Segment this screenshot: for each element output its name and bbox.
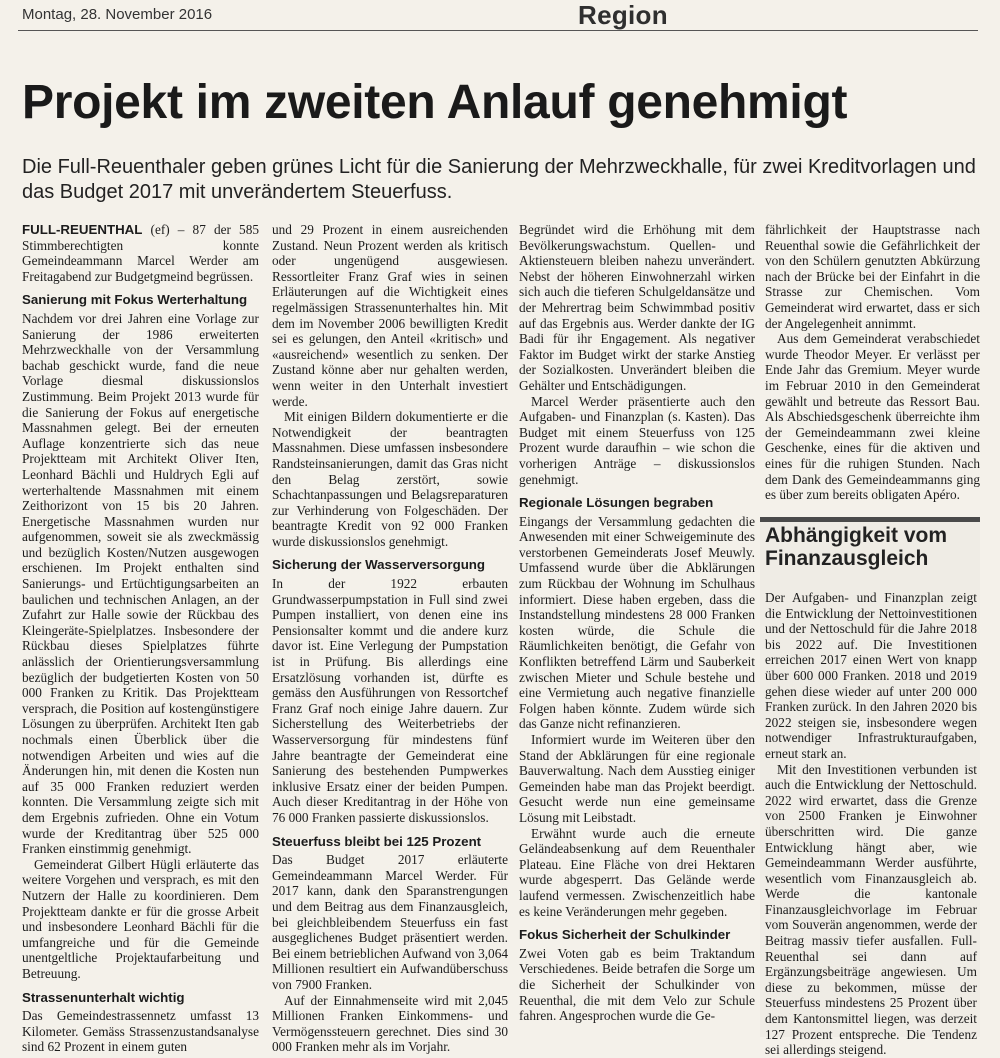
paragraph: Marcel Werder präsentierte auch den Aufgaben- und Finanzplan (s. Kasten). Das Budget mit einem Steuerfuss von 125 Prozent wurde daraufhin – wie schon die vorherigen Anträge – diskussionslos genehmigt.: [519, 393, 755, 487]
subheading-strassenunterhalt: Strassenunterhalt wichtig: [22, 989, 185, 1005]
paragraph: Das Gemeindestrassennetz umfasst 13 Kilometer. Gemäss Strassenzustandsanalyse sind 62 Prozent in einem guten: [22, 1008, 259, 1055]
paragraph: Der Aufgaben- und Finanzplan zeigt die Entwicklung der Nettoinvestitionen und der Nettoschuld für die Jahre 2018 bis 2022 auf. Die Investitionen erreichen 2017 einen Wert von knapp über 600 000 Franken. 2018 und 2019 gehen diese wieder auf unter 200 000 Franken zurück. In den Jahren 2020 bis 2022 steigen sie, insbesondere wegen notwendiger Infrastrukturaufgaben, erneut stark an.: [765, 590, 977, 761]
paragraph: Nachdem vor drei Jahren eine Vorlage zur Sanierung der 1986 erweiterten Mehrzweckhalle von der Versammlung bachab geschickt wurde, fand die neue Vorlage diesmal diskussionslos Zustimmung. Beim Projekt 2013 wurde für die Sanierung der Fokus auf energetische Massnahmen gelegt. Bei der erneuten Auflage konzentrierte sich das neue Projektteam mit Architekt Oliver Iten, Leonhard Bächli und Huldrych Egli auf werterhaltende Massnahmen mit einem Zeithorizont von 15 bis 20 Jahren. Energetische Massnahmen wurden nur aufgenommen, soweit sie als zweckmässig und bezüglich Kosten/Nutzen ausgewogen erschienen. Im Projekt enthalten sind Sanierungs- und Ertüchtigungsarbeiten an baulichen und technischen Anlagen, an der Zufahrt zur Halle sowie der Rückbau des Kleingeräte-Spielplatzes. Insbesondere der Rückbau dieses Spielplatzes führte anlässlich der Orientierungsversammlung bezüglich der budgetierten Kosten von 50 000 Franken zu Kritik. Das Projektteam versprach, die Position auf kostengünstigere Lösungen zu überprüfen. Architekt Iten gab nochmals einen Überblick über die notwendigen Arbeiten und wies auf die Änderungen hin, mit denen die Kosten nun auf 35 000 Franken reduziert werden konnten. Die Versammlung zeigte sich mit dem Ergebnis zufrieden. Ohne ein Votum wurde der Kreditantrag über 525 000 Franken einstimmig genehmigt.: [22, 310, 259, 857]
paragraph: In der 1922 erbauten Grundwasserpumpstation in Full sind zwei Pumpen installiert, von denen eine ins Pensionsalter kommt und die andere kurz davor ist. Eine Verlegung der Pumpstation ist in Prüfung. Bis allerdings eine Ersatzlösung vorhanden ist, dürfte es gemäss den Ausführungen von Ressortchef Franz Graf noch einige Jahre dauern. Zur Sicherstellung des Weiterbetriebs der Wasserversorgung für mindestens fünf Jahre beantragte der Gemeinderat eine Sanierung des bestehenden Pumpwerkes inklusive Ersatz einer der beiden Pumpen. Auch dieser Kreditantrag in der Höhe von 76 000 Franken passierte diskussionslos.: [272, 576, 508, 825]
paragraph: Eingangs der Versammlung gedachten die Anwesenden mit einer Schweigeminute des verstorbenen Gemeinderats Josef Meuwly. Umfassend wurde über die Abklärungen zum Rückbau der Wohnung im Schulhaus informiert. Diese haben ergeben, dass die Instandstellung mindestens 28 000 Franken kosten würde, die Schule die Räumlichkeiten benötigt, die Gefahr von Konflikten betreffend Lärm und Sauberkeit zwischen Mieter und Schule bestehe und eine Vermietung auch negative finanzielle Folgen haben könnte. Zudem würde sich das Ganze nicht refinanzieren.: [519, 513, 755, 732]
paragraph: Gemeinderat Gilbert Hügli erläuterte das weitere Vorgehen und versprach, es mit den Nutzern der Halle zu koordinieren. Dem Projektteam dankte er für die grosse Arbeit und insbesondere Leonhard Bächli für die umfangreiche und für die Gemeinde unentgeltliche Projektaufarbeitung und Betreuung.: [22, 856, 259, 981]
subheading-wasserversorgung: Sicherung der Wasserversorgung: [272, 557, 486, 573]
article-column-4: [765, 222, 980, 503]
paragraph: und 29 Prozent in einem ausreichenden Zustand. Neun Prozent werden als kritisch oder ungenügend ausgewiesen. Ressortleiter Franz Graf wies in seinen Erläuterungen auf die Wichtigkeit eines regelmässigen Strassenunterhaltes hin. Mit dem im November 2006 bewilligten Kredit sei es gelungen, den Anteil «kritisch» und «ausreichend» wesentlich zu senken. Der Zustand könne aber nur gehalten werden, wenn weiter in den Unterhalt investiert werde.: [272, 222, 508, 409]
info-box-title: Abhängigkeit vom Finanzausgleich: [765, 524, 948, 570]
dateline: FULL-REUENTHAL: [22, 222, 143, 237]
subheading-regionale-loesungen: Regionale Lösungen begraben: [519, 495, 714, 511]
article-column-3: [519, 222, 755, 1024]
page-header: [0, 0, 1000, 34]
subheading-steuerfuss: Steuerfuss bleibt bei 125 Prozent: [272, 833, 482, 849]
paragraph: Mit einigen Bildern dokumentierte er die Notwendigkeit der beantragten Massnahmen. Diese umfassen insbesondere Randsteinsanierungen, damit das Gras nicht den Belag zerstört, sowie Schachtanpassungen und Belagsreparaturen zur Verhinderung von Folgeschäden. Der beantragte Kredit von 92 000 Franken wurde diskussionslos genehmigt.: [272, 409, 508, 549]
paragraph: Informiert wurde im Weiteren über den Stand der Abklärungen für eine regionale Bauverwaltung. Nach dem Ausstieg einiger Gemeinden habe man das Projekt beerdigt. Gesucht werde nun eine gemeinsame Lösung mit Leibstadt.: [519, 732, 755, 825]
article-column-2: [272, 222, 508, 1055]
section-title: Region: [578, 0, 668, 30]
info-box-rule: [760, 517, 980, 522]
article-headline: Projekt im zweiten Anlauf genehmigt: [22, 76, 848, 129]
paragraph: Mit den Investitionen verbunden ist auch die Entwicklung der Nettoschuld. 2022 wird erwartet, dass die Grenze von 2500 Franken je Einwohner überschritten wird. Die ganze Entwicklung hängt aber, wie Gemeindeammann Werder ausführte, wesentlich vom Finanzausgleich ab. Werde die kantonale Finanzausgleichvorlage im Februar vom Souverän angenommen, werde der Beitrag massiv tiefer ausfallen. Full-Reuenthal sei dann auf Ergänzungsbeiträge angewiesen. Um diese zu bekommen, müsse der Steuerfuss mindestens 25 Prozent über dem Kantonsmittel liegen, was derzeit 127 Prozent entspreche. Die Tendenz sei allerdings steigend.: [765, 761, 977, 1058]
header-rule: [18, 30, 978, 31]
info-box-body: [765, 590, 977, 1058]
intro-text: (ef) – 87 der 585 Stimmberechtigten konnte Gemeindeammann Marcel Werder am Freitagabend zur Budgetgmeind begrüssen.: [22, 222, 259, 284]
article-column-1: [22, 222, 259, 1055]
paragraph: fährlichkeit der Hauptstrasse nach Reuenthal sowie die Gefährlichkeit der von den Schülern genutzten Abkürzung nach der Brücke bei der Einfahrt in die Strasse zur Chemischen. Vom Gemeinderat wird erwartet, dass er sich der Angelegenheit annimmt.: [765, 222, 980, 331]
subheading-werterhaltung: Sanierung mit Fokus Werterhaltung: [22, 292, 248, 308]
article-lead: Die Full-Reuenthaler geben grünes Licht für die Sanierung der Mehrzweckhalle, für zwei Kreditvorlagen und das Budget 2017 mit unverändertem Steuerfuss.: [22, 156, 976, 203]
intro-paragraph: [22, 222, 259, 284]
subheading-schulkinder: Fokus Sicherheit der Schulkinder: [519, 927, 731, 943]
paragraph: Aus dem Gemeinderat verabschiedet wurde Theodor Meyer. Er verlässt per Ende Jahr das Gremium. Meyer wurde im Februar 2010 in den Gemeinderat gewählt und betreute das Ressort Bau. Als Abschiedsgeschenk überreichte ihm der Gemeindeammann zwei kleine Geschenke, eines für die aktiven und eines für die ruhigen Stunden. Nach dem Dank des Gemeindeammanns ging es über zum bereits obligaten Apéro.: [765, 331, 980, 503]
issue-date: Montag, 28. November 2016: [22, 6, 213, 23]
paragraph: Das Budget 2017 erläuterte Gemeindeammann Marcel Werder. Für 2017 kann, dank den Sparanstrengungen und dem Beitrag aus dem Finanzausgleich, bei gleichbleibendem Steuerfuss ein fast ausgeglichenes Budget präsentiert werden. Bei einem betrieblichen Aufwand von 3,064 Millionen resultiert ein Aufwandüberschuss von 7900 Franken.: [272, 852, 508, 992]
paragraph: Begründet wird die Erhöhung mit dem Bevölkerungswachstum. Quellen- und Aktiensteuern bleiben nahezu unverändert. Nebst der höheren Einwohnerzahl wirken sich auch die tieferen Schulgeldansätze und der Mehrertrag beim Schwimmbad positiv auf das Ergebnis aus. Werder dankte der IG Badi für ihr Engagement. Als negativer Faktor im Budget wirkt der starke Anstieg der Sozialkosten. Unverändert bleiben die Gehälter und Entschädigungen.: [519, 222, 755, 393]
paragraph: Zwei Voten gab es beim Traktandum Verschiedenes. Beide betrafen die Sorge um die Sicherheit der Schulkinder von Reuenthal, die mit dem Velo zur Schule fahren. Angesprochen wurde die Ge-: [519, 945, 755, 1024]
paragraph: Auf der Einnahmenseite wird mit 2,045 Millionen Franken Einkommens- und Vermögenssteuern gerechnet. Dies sind 30 000 Franken mehr als im Vorjahr.: [272, 992, 508, 1055]
paragraph: Erwähnt wurde auch die erneute Geländeabsenkung auf dem Reuenthaler Plateau. Eine Fläche von drei Hektaren wurde abgesperrt. Das Gelände werde laufend vermessen. Zwischenzeitlich habe es keine Veränderungen mehr gegeben.: [519, 825, 755, 919]
